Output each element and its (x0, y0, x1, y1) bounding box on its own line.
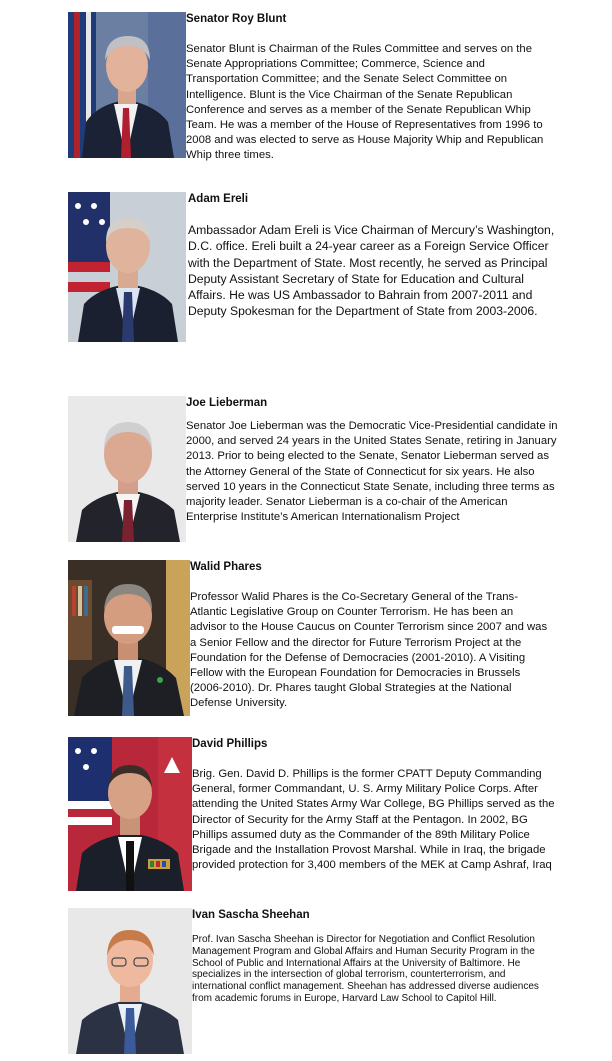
person-name: Senator Roy Blunt (186, 13, 287, 25)
portrait-photo-lieberman (68, 396, 186, 542)
bio-entry-blunt (68, 12, 612, 162)
bio-entry-lieberman (68, 396, 612, 542)
portrait-photo-phares (68, 560, 190, 716)
bio-entry-ereli (68, 192, 612, 342)
person-bio: Prof. Ivan Sascha Sheehan is Director for Negotiation and Conflict Resolution Management Program and Global Affairs and Human Security Program in the School of Public and International Affairs at the University of Baltimore. He specializes in the intersection of global terrorism, counterterrorism, and international conflict management. Sheehan has addressed diverse audiences from academic forums in Europe, Harvard Law School to Capitol Hill. (192, 934, 539, 1004)
person-name: Walid Phares (190, 561, 262, 573)
person-name: Joe Lieberman (186, 397, 268, 409)
person-bio: Professor Walid Phares is the Co-Secretary General of the Trans-Atlantic Legislative Group on Counter Terrorism. He has been an advisor to the House Caucus on Counter Terrorism since 2007 and was a Senior Fellow and the director for Future Terrorism Project at the Foundation for the Defense of Democracies (2001-2010). A Visiting Fellow with the European Foundation for Democracies in Brussels (2006-2010). Dr. Phares taught Global Strategies at the National Defense University. (190, 591, 548, 710)
bio-entry-phares (68, 560, 612, 716)
bio-text-ereli (188, 192, 560, 320)
person-bio: Ambassador Adam Ereli is Vice Chairman of Mercury’s Washington, D.C. office. Ereli built a 24-year career as a Foreign Service Officer with the Department of State. Most recently, he served as Principal Deputy Assistant Secretary of State for Education and Cultural Affairs. He was US Ambassador to Bahrain from 2007-2011 and Deputy Spokesman for the Department of State from 2003-2006. (188, 223, 555, 319)
bio-text-sheehan (192, 908, 560, 1005)
person-bio: Senator Blunt is Chairman of the Rules Committee and serves on the Senate Appropriations Committee; Commerce, Science and Transportation Committee; and the Senate Select Committee on Intelligence. Blunt is the Vice Chairman of the Senate Republican Conference and serves as a member of the Senate Republican Whip Team. He was a member of the House of Representatives from 1996 to 2008 and was elected to serve as House Majority Whip and Republican Whip three times. (186, 43, 544, 162)
portrait-photo-blunt (68, 12, 186, 158)
person-bio: Brig. Gen. David D. Phillips is the former CPATT Deputy Commanding General, former Commandant, U. S. Army Military Police Corps. After attending the United States Army War College, BG Phillips served as the Director of Security for the Army Staff at the Pentagon. In 2002, BG Phillips assumed duty as the Commander of the 89th Military Police Brigade and the Installation Provost Marshal. While in Iraq, the brigade provided protection for 3,400 members of the MEK at Camp Ashraf, Iraq (192, 768, 555, 872)
person-bio: Senator Joe Lieberman was the Democratic Vice-Presidential candidate in 2000, and served 24 years in the United States Senate, retiring in January 2013. Prior to being elected to the Senate, Senator Lieberman served as the Attorney General of the State of Connecticut for six years. He also served 10 years in the Connecticut State Senate, including three terms as majority leader. Senator Lieberman is a co-chair of the American Enterprise Institute’s American Internationalism Project (186, 420, 558, 524)
bio-entry-sheehan (68, 908, 612, 1054)
portrait-photo-sheehan (68, 908, 192, 1054)
person-name: Ivan Sascha Sheehan (192, 909, 310, 921)
bio-entry-phillips (68, 737, 612, 891)
bio-text-lieberman (186, 396, 558, 525)
person-name: Adam Ereli (188, 193, 249, 205)
portrait-photo-phillips (68, 737, 192, 891)
portrait-photo-ereli (68, 192, 186, 342)
bio-text-blunt (186, 12, 546, 164)
bio-text-phares (190, 560, 552, 712)
person-name: David Phillips (192, 738, 268, 750)
bio-text-phillips (192, 737, 556, 873)
